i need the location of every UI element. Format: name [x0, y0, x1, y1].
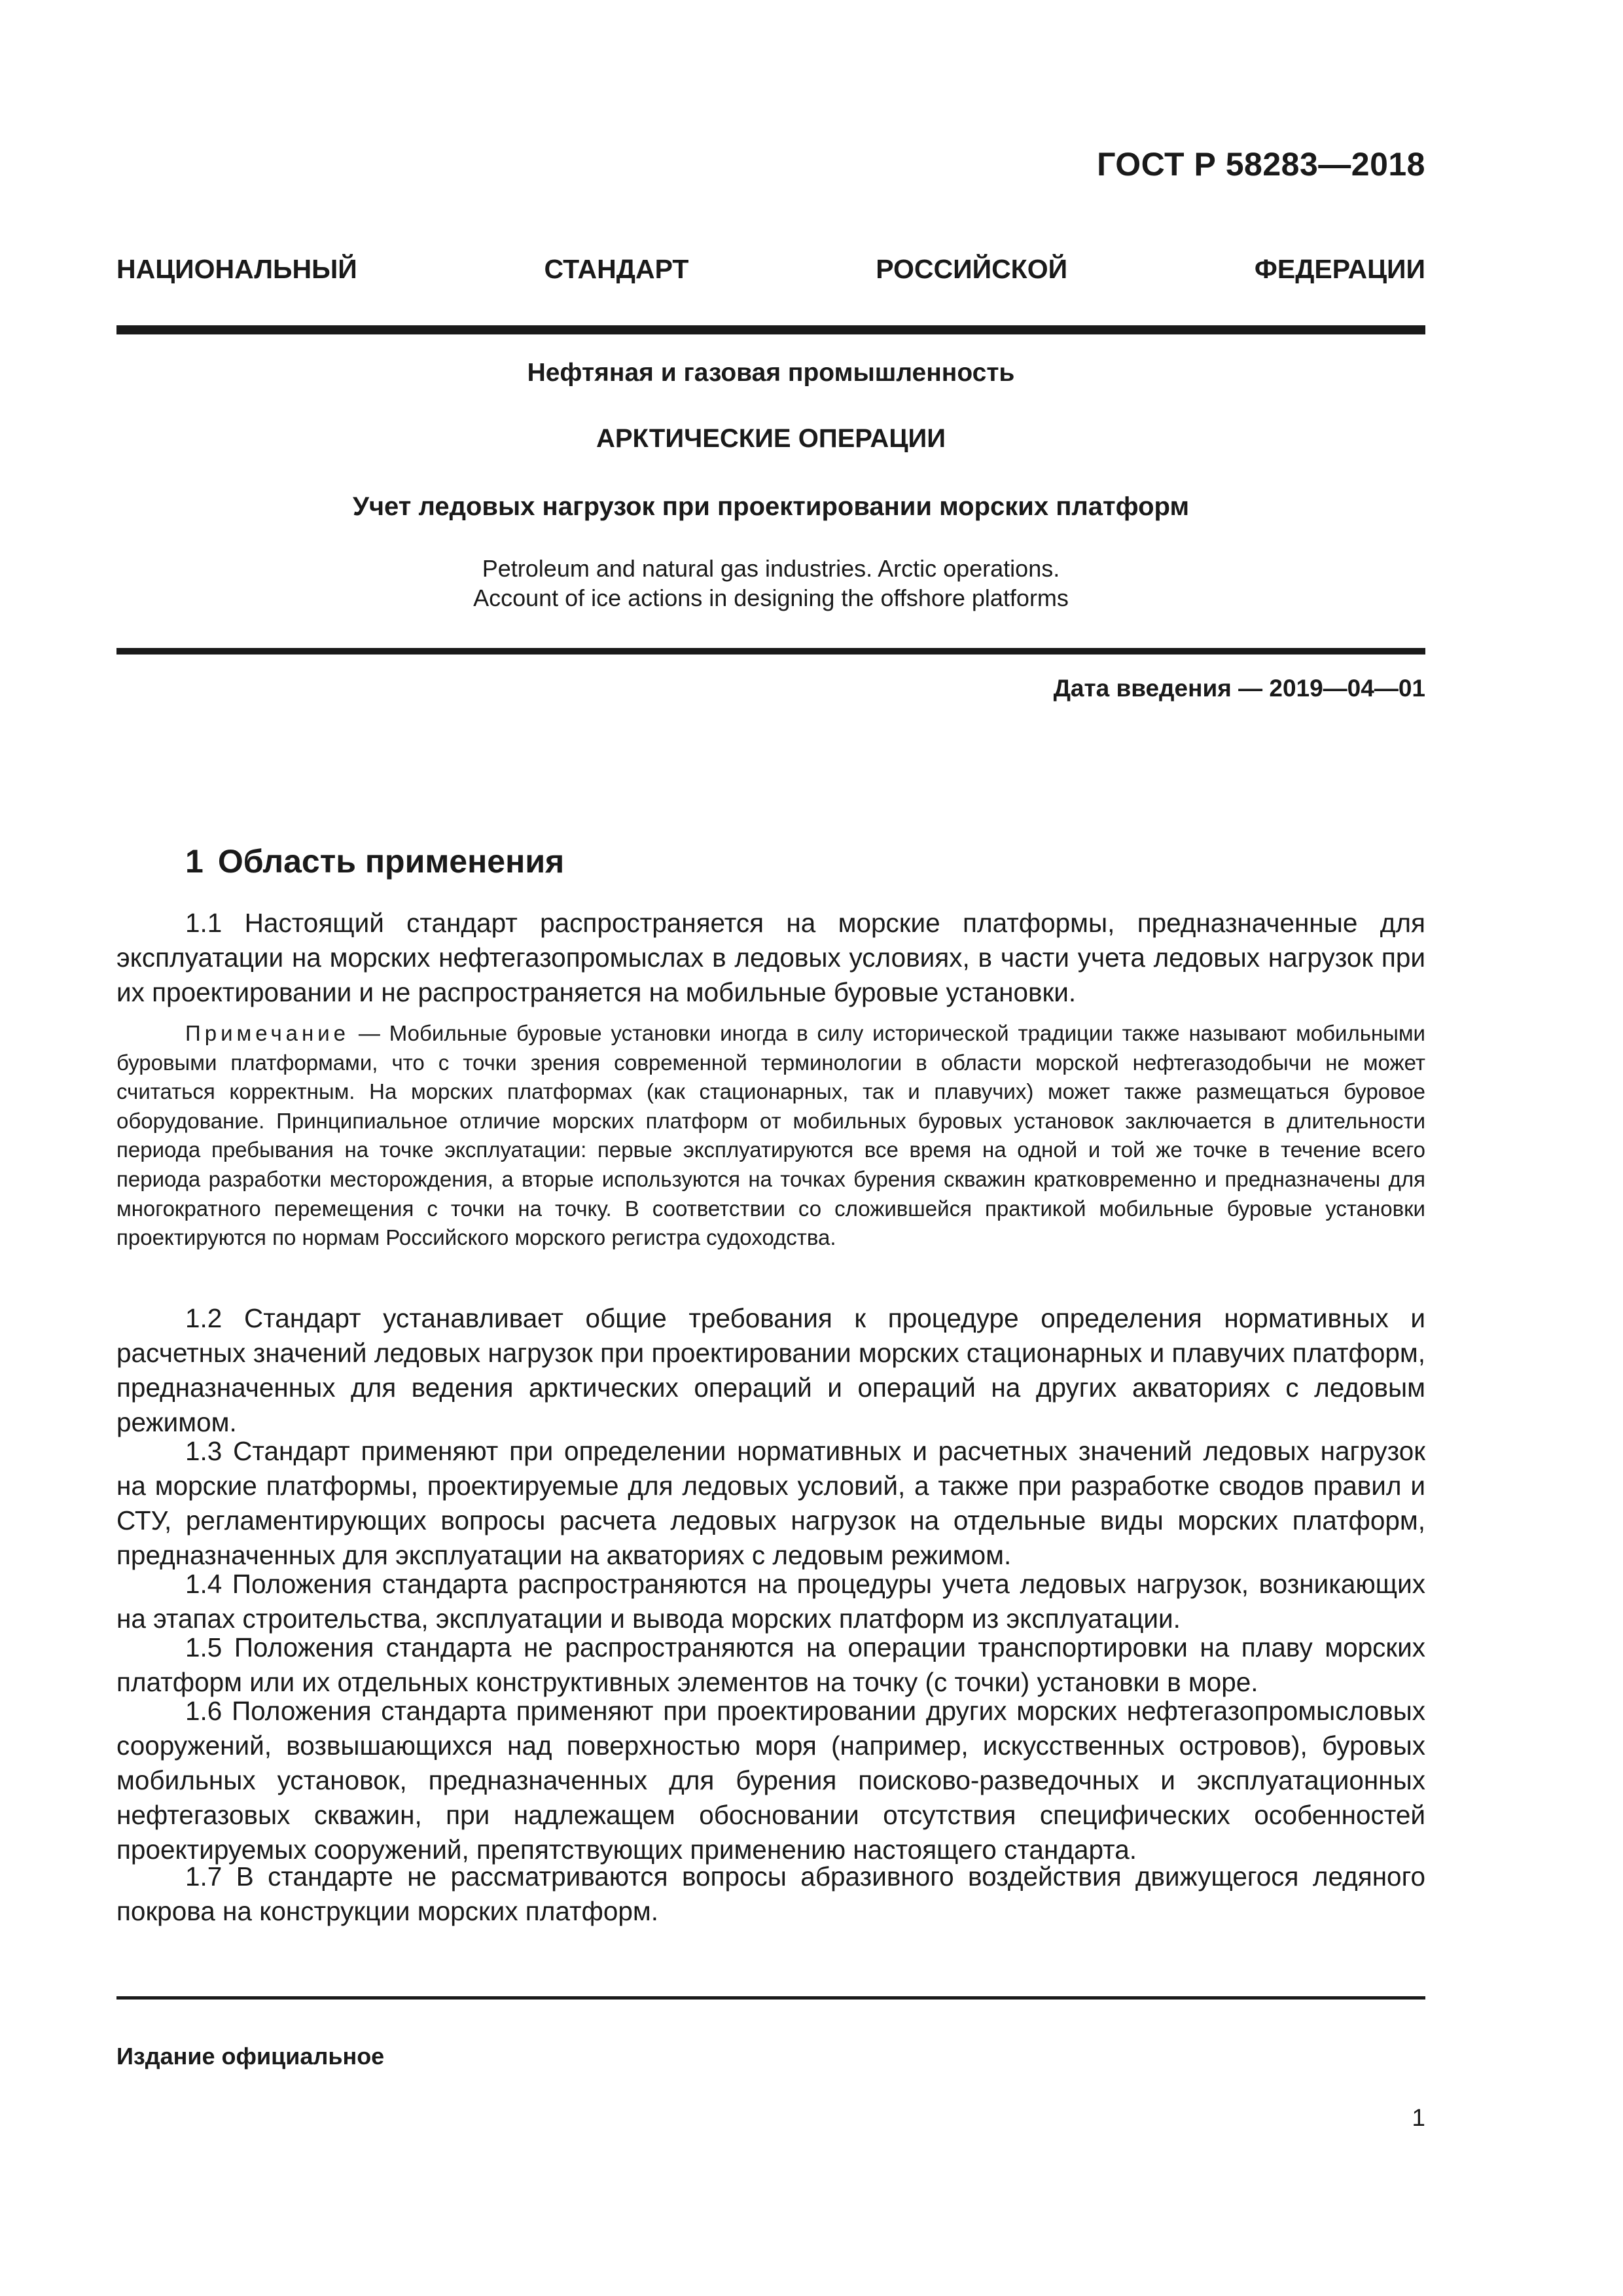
- main-title: АРКТИЧЕСКИЕ ОПЕРАЦИИ: [596, 424, 946, 453]
- section-heading: [185, 842, 564, 880]
- note: [116, 1019, 1425, 1253]
- footer-divider: [116, 1996, 1425, 2000]
- standard-designation: ГОСТ Р 58283—2018: [1097, 146, 1425, 183]
- edition-label: Издание официальное: [116, 2043, 385, 2070]
- title-divider: [116, 648, 1425, 655]
- note-label: Примечание: [185, 1021, 350, 1045]
- top-divider: [116, 325, 1425, 334]
- paragraph-1-5: 1.5 Положения стандарта не распространяются на операции транспортировки на плаву морских платформ или их отдельных конструктивных элементов на точку (с точки) установки в море.: [116, 1632, 1425, 1697]
- paragraph-1-2: 1.2 Стандарт устанавливает общие требования к процедуре определения нормативных и расчетных значений ледовых нагрузок при проектировании морских стационарных и плавучих платформ, предназначенных для ведения арктических операций и операций на других акваториях с ледовым режимом.: [116, 1303, 1425, 1437]
- introduction-date: Дата введения — 2019—04—01: [1053, 675, 1425, 702]
- national-standard-title: НАЦИОНАЛЬНЫЙ СТАНДАРТ РОССИЙСКОЙ ФЕДЕРАЦИИ: [116, 254, 1425, 284]
- paragraph-1-4: 1.4 Положения стандарта распространяются на процедуры учета ледовых нагрузок, возникающих на этапах строительства, эксплуатации и вывода морских платформ из эксплуатации.: [116, 1569, 1425, 1634]
- paragraph-1-3: 1.3 Стандарт применяют при определении нормативных и расчетных значений ледовых нагрузок на морские платформы, проектируемые для ледовых условий, а также при разработке сводов правил и СТУ, регламентирующих вопросы расчета ледовых нагрузок на отдельные виды морских платформ, предназначенных для эксплуатации на акваториях с ледовым режимом.: [116, 1436, 1425, 1570]
- paragraph-1-7: 1.7 В стандарте не рассматриваются вопросы абразивного воздействия движущегося ледяного покрова на конструкции морских платформ.: [116, 1861, 1425, 1926]
- english-title-line-2: Account of ice actions in designing the offshore platforms: [473, 584, 1069, 611]
- english-title-line-1: Petroleum and natural gas industries. Arctic operations.: [482, 555, 1060, 582]
- industry-title: Нефтяная и газовая промышленность: [527, 359, 1015, 387]
- paragraph-1-6: 1.6 Положения стандарта применяют при проектировании других морских нефтегазопромысловых сооружений, возвышающихся над поверхностью моря (например, искусственных островов), буровых мобильных установок, предназначенных для бурения поисково-разведочных и эксплуатационных нефтегазовых скважин, при надлежащем обосновании отсутствия специфических особенностей проектируемых сооружений, препятствующих применению настоящего стандарта.: [116, 1696, 1425, 1865]
- section-number: 1: [185, 843, 204, 880]
- subtitle: Учет ледовых нагрузок при проектировании морских платформ: [352, 492, 1190, 521]
- note-text: — Мобильные буровые установки иногда в силу исторической традиции также называют мобильными буровыми платформами, что с точки зрения современной терминологии в области морской нефтегазодобычи не может считаться корректным. На морских платформах (как стационарных, так и плавучих) может также размещаться буровое оборудование. Принципиальное отличие морских платформ от мобильных буровых установок заключается в длительности периода пребывания на точке эксплуатации: первые эксплуатируются все время на одной и той же точке в течение всего периода разработки месторождения, а вторые используются на точках бурения скважин кратковременно и предназначены для многократного перемещения с точки на точку. В соответствии со сложившейся практикой мобильные буровые установки проектируются по нормам Российского морского регистра судоходства.: [116, 1021, 1425, 1250]
- paragraph-1-1: 1.1 Настоящий стандарт распространяется на морские платформы, предназначенные для эксплуатации на морских нефтегазопромыслах в ледовых условиях, в части учета ледовых нагрузок при их проектировании и не распространяется на мобильные буровые установки.: [116, 908, 1425, 1007]
- section-title: Область применения: [217, 843, 565, 880]
- page-number: 1: [1412, 2104, 1425, 2131]
